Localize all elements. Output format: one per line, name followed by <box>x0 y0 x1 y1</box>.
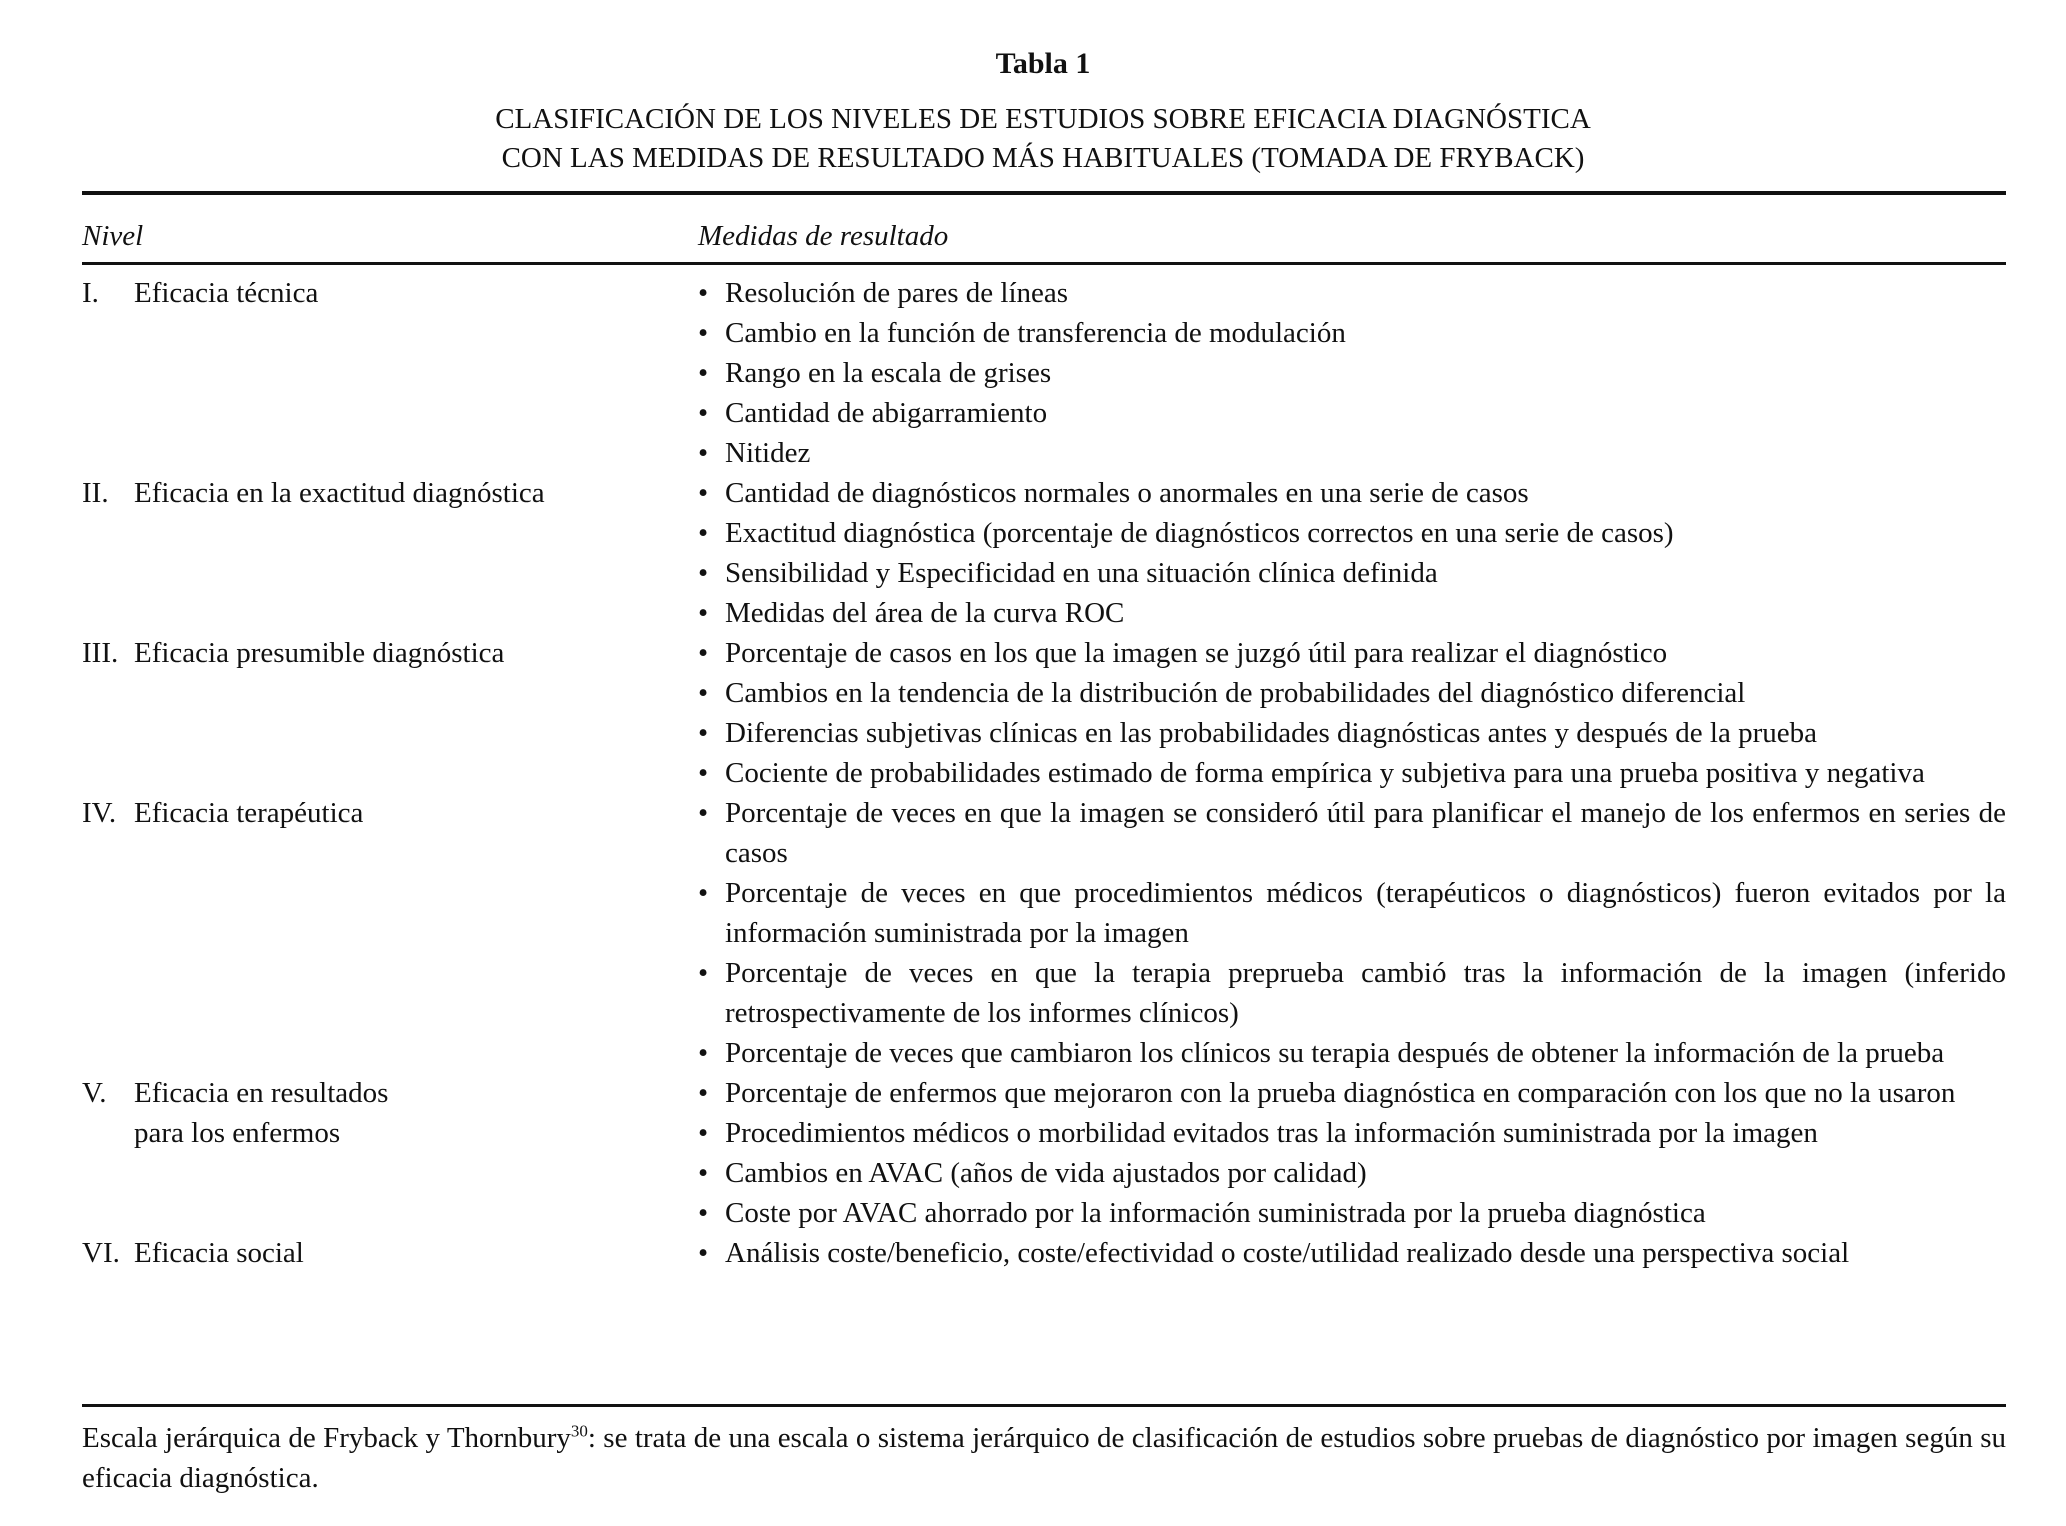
top-rule <box>82 191 2006 195</box>
level-cell <box>82 1233 698 1273</box>
measure-item: • Cambios en la tendencia de la distribución de probabilidades del diagnóstico diferencial <box>698 673 2006 713</box>
measure-item: • Cociente de probabilidades estimado de forma empírica y subjetiva para una prueba positiva y negativa <box>698 753 2006 793</box>
level-number: VI. <box>82 1237 120 1269</box>
measure-item: • Porcentaje de veces en que la terapia preprueba cambió tras la información de la imagen (inferido retrospectivamente de los informes clínicos) <box>698 953 2006 1033</box>
measure-item: • Sensibilidad y Especificidad en una situación clínica definida <box>698 553 2006 593</box>
measure-item: • Porcentaje de enfermos que mejoraron con la prueba diagnóstica en comparación con los que no la usaron <box>698 1073 2006 1113</box>
measure-item: • Medidas del área de la curva ROC <box>698 593 2006 633</box>
measure-item: • Porcentaje de casos en los que la imagen se juzgó útil para realizar el diagnóstico <box>698 633 2006 673</box>
measure-item: • Procedimientos médicos o morbilidad evitados tras la información suministrada por la imagen <box>698 1113 2006 1153</box>
level-number: V. <box>82 1077 107 1109</box>
level-cell <box>82 273 698 473</box>
level-name: Eficacia presumible diagnóstica <box>134 637 505 669</box>
measure-item: • Rango en la escala de grises <box>698 353 2006 393</box>
measures-list <box>698 473 2006 633</box>
measure-item: • Nitidez <box>698 433 2006 473</box>
measure-item: • Porcentaje de veces que cambiaron los clínicos su terapia después de obtener la información de la prueba <box>698 1033 2006 1073</box>
measure-item: • Resolución de pares de líneas <box>698 273 2006 313</box>
measures-list <box>698 273 2006 473</box>
table-subtitle-line1: CLASIFICACIÓN DE LOS NIVELES DE ESTUDIOS SOBRE EFICACIA DIAGNÓSTICA <box>495 103 1591 135</box>
measure-item: • Porcentaje de veces en que la imagen se consideró útil para planificar el manejo de los enfermos en series de casos <box>698 793 2006 873</box>
level-number: II. <box>82 477 109 509</box>
measure-item: • Análisis coste/beneficio, coste/efectividad o coste/utilidad realizado desde una perspectiva social <box>698 1233 2006 1273</box>
footnote-text-cont: : se trata de una escala o sistema jerárquico de clasificación de estudios sobre pruebas de diagnóstico por imagen según su eficacia diagnóstica. <box>82 1422 2006 1494</box>
measures-list <box>698 793 2006 1073</box>
level-name: Eficacia técnica <box>134 277 319 309</box>
table-row <box>82 793 2006 1073</box>
measure-item: • Porcentaje de veces en que procedimientos médicos (terapéuticos o diagnósticos) fueron evitados por la información suministrada por la imagen <box>698 873 2006 953</box>
footnote-reference: 30 <box>570 1421 588 1441</box>
measures-list <box>698 633 2006 793</box>
header-measures: Medidas de resultado <box>698 220 949 252</box>
measure-item: • Coste por AVAC ahorrado por la información suministrada por la prueba diagnóstica <box>698 1193 2006 1233</box>
measure-item: • Cantidad de diagnósticos normales o anormales en una serie de casos <box>698 473 2006 513</box>
measure-item: • Cambios en AVAC (años de vida ajustados por calidad) <box>698 1153 2006 1193</box>
footnote-text: Escala jerárquica de Fryback y Thornbury <box>82 1422 571 1454</box>
level-cell <box>82 793 698 1073</box>
table-title: Tabla 1 <box>995 47 1091 80</box>
table-row <box>82 273 2006 473</box>
table-body <box>82 273 2006 1273</box>
level-name: Eficacia en la exactitud diagnóstica <box>134 477 545 509</box>
level-cell <box>82 633 698 793</box>
table-row <box>82 633 2006 793</box>
measures-list <box>698 1073 2006 1233</box>
table-subtitle-line2: CON LAS MEDIDAS DE RESULTADO MÁS HABITUALES (TOMADA DE FRYBACK) <box>501 142 1585 174</box>
header-rule <box>82 262 2006 265</box>
measure-item: • Diferencias subjetivas clínicas en las probabilidades diagnósticas antes y después de la prueba <box>698 713 2006 753</box>
level-name: Eficacia terapéutica <box>134 797 364 829</box>
level-name: Eficacia social <box>134 1237 304 1269</box>
level-number: IV. <box>82 797 117 829</box>
level-cell <box>82 1073 698 1233</box>
level-number: III. <box>82 637 119 669</box>
measures-list <box>698 1233 2006 1273</box>
table-row <box>82 473 2006 633</box>
measure-item: • Cantidad de abigarramiento <box>698 393 2006 433</box>
table-row <box>82 1233 2006 1273</box>
level-number: I. <box>82 277 99 309</box>
level-name: Eficacia en resultados para los enfermos <box>134 1077 389 1149</box>
measure-item: • Cambio en la función de transferencia de modulación <box>698 313 2006 353</box>
bottom-rule <box>82 1404 2006 1407</box>
measure-item: • Exactitud diagnóstica (porcentaje de diagnósticos correctos en una serie de casos) <box>698 513 2006 553</box>
header-level: Nivel <box>82 220 144 252</box>
footnote <box>82 1418 2006 1498</box>
level-cell <box>82 473 698 633</box>
table-row <box>82 1073 2006 1233</box>
